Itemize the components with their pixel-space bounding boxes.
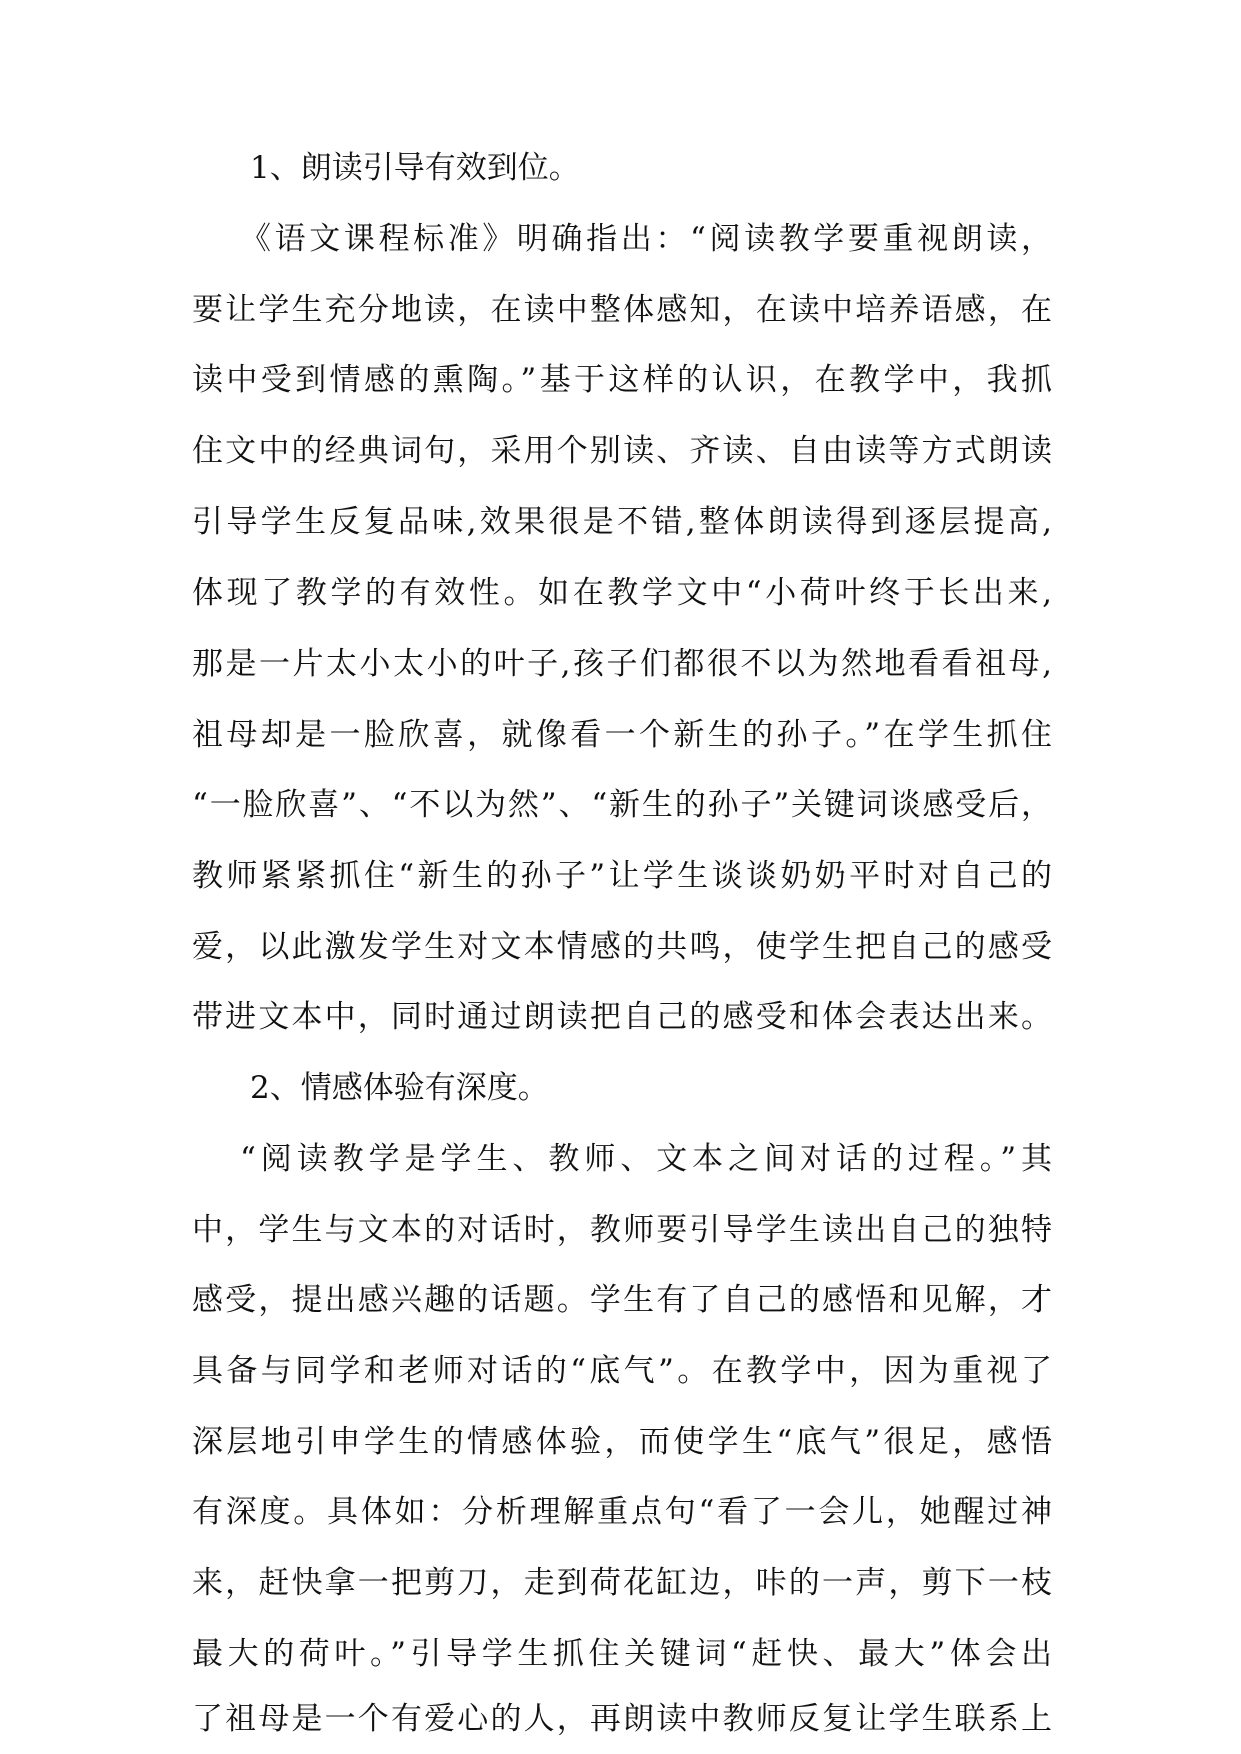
paragraph-line: “阅读教学是学生、教师、文本之间对话的过程。”其 xyxy=(240,1141,1052,1177)
paragraph-line: 读中受到情感的熏陶。”基于这样的认识，在教学中，我抓 xyxy=(192,362,1052,398)
paragraph-line: 那是一片太小太小的叶子,孩子们都很不以为然地看看祖母, xyxy=(192,646,1052,682)
paragraph-line: 爱，以此激发学生对文本情感的共鸣，使学生把自己的感受 xyxy=(192,929,1052,965)
paragraph-line: 来，赶快拿一把剪刀，走到荷花缸边，咔的一声，剪下一枝 xyxy=(192,1565,1052,1601)
paragraph-line: 带进文本中，同时通过朗读把自己的感受和体会表达出来。 xyxy=(192,999,1052,1035)
paragraph-line: “一脸欣喜”、“不以为然”、“新生的孙子”关键词谈感受后， xyxy=(192,787,1052,823)
paragraph-line: 要让学生充分地读，在读中整体感知，在读中培养语感，在 xyxy=(192,292,1052,328)
paragraph-line: 感受，提出感兴趣的话题。学生有了自己的感悟和见解，才 xyxy=(192,1282,1052,1318)
paragraph-line: 有深度。具体如：分析理解重点句“看了一会儿，她醒过神 xyxy=(192,1494,1052,1530)
paragraph-line: 具备与同学和老师对话的“底气”。在教学中，因为重视了 xyxy=(192,1353,1052,1389)
paragraph-line: 体现了教学的有效性。如在教学文中“小荷叶终于长出来, xyxy=(192,575,1052,611)
paragraph-line: 引导学生反复品味,效果很是不错,整体朗读得到逐层提高, xyxy=(192,504,1052,540)
paragraph-line: 《语文课程标准》明确指出：“阅读教学要重视朗读， xyxy=(240,221,1052,257)
paragraph-line: 最大的荷叶。”引导学生抓住关键词“赶快、最大”体会出 xyxy=(192,1636,1052,1672)
paragraph-line: 深层地引申学生的情感体验，而使学生“底气”很足，感悟 xyxy=(192,1424,1052,1460)
heading-1: 1、朗读引导有效到位。 xyxy=(250,150,580,186)
paragraph-line: 教师紧紧抓住“新生的孙子”让学生谈谈奶奶平时对自己的 xyxy=(192,858,1052,894)
paragraph-line: 了祖母是一个有爱心的人，再朗读中教师反复让学生联系上 xyxy=(192,1701,1052,1737)
paragraph-line: 住文中的经典词句，采用个别读、齐读、自由读等方式朗读 xyxy=(192,433,1052,469)
paragraph-line: 祖母却是一脸欣喜，就像看一个新生的孙子。”在学生抓住 xyxy=(192,717,1052,753)
paragraph-line: 中，学生与文本的对话时，教师要引导学生读出自己的独特 xyxy=(192,1212,1052,1248)
heading-2: 2、情感体验有深度。 xyxy=(250,1070,549,1106)
